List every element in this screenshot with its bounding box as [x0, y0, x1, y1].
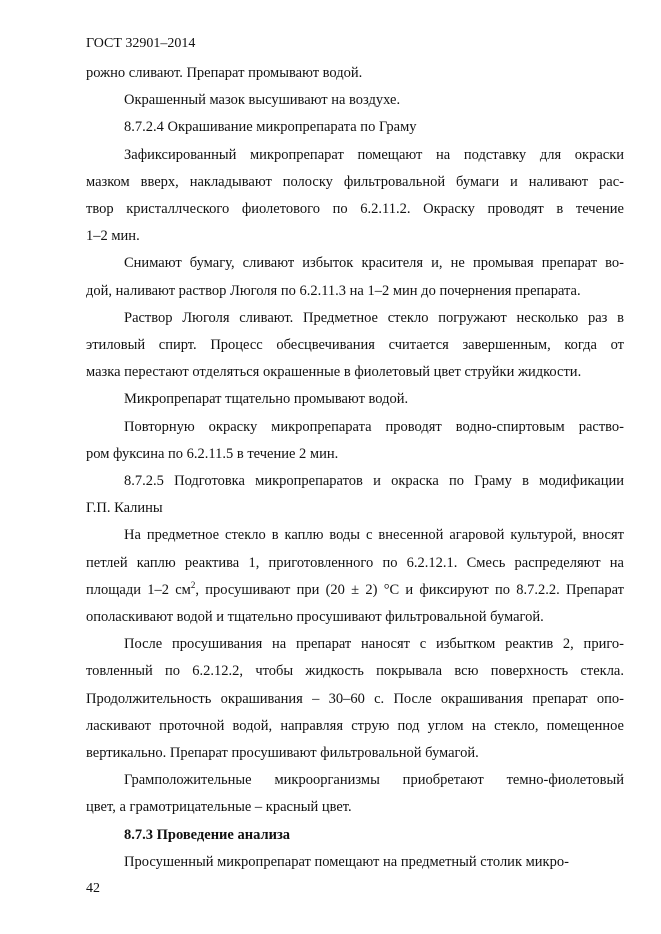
paragraph-line: твор кристаллческого фиолетового по 6.2.11.2. Окраску проводят в течение [86, 201, 624, 218]
paragraph-line: Просушенный микропрепарат помещают на предметный столик микро- [124, 853, 569, 870]
document-header: ГОСТ 32901–2014 [86, 36, 196, 51]
paragraph-line: На предметное стекло в каплю воды с внесенной агаровой культурой, вносят [124, 527, 624, 544]
paragraph-line: мазка перестают отделяться окрашенные в фиолетовый цвет струйки жидкости. [86, 364, 582, 381]
paragraph-line: Г.П. Калины [86, 500, 163, 517]
paragraph-line: ласкивают проточной водой, направляя струю под углом на стекло, помещенное [86, 717, 624, 734]
paragraph-line: товленный по 6.2.12.2, чтобы жидкость покрывала всю поверхность стекла. [86, 663, 624, 680]
paragraph-line: Грамположительные микроорганизмы приобретают темно-фиолетовый [124, 772, 624, 789]
paragraph-line [86, 577, 624, 604]
paragraph-line: 8.7.3 Проведение анализа [124, 826, 291, 843]
superscript: 2 [190, 580, 196, 591]
paragraph-line: Повторную окраску микропрепарата проводят водно-спиртовым раство- [124, 418, 624, 435]
paragraph-line: Зафиксированный микропрепарат помещают на подставку для окраски [124, 146, 624, 163]
paragraph-line: петлей каплю реактива 1, приготовленного по 6.2.12.1. Смесь распределяют на [86, 554, 624, 571]
paragraph-line: 8.7.2.5 Подготовка микропрепаратов и окраска по Граму в модификации [124, 473, 624, 490]
paragraph-line: Продолжительность окрашивания – 30–60 с. После окрашивания препарат опо- [86, 690, 624, 707]
paragraph-line: этиловый спирт. Процесс обесцвечивания считается завершенным, когда от [86, 337, 624, 354]
paragraph-line: Раствор Люголя сливают. Предметное стекло погружают несколько раз в [124, 309, 624, 326]
text-fragment: , просушивают при (20 ± 2) °С и фиксируют по 8.7.2.2. Препарат [195, 581, 624, 598]
paragraph-line: 8.7.2.4 Окрашивание микропрепарата по Граму [124, 119, 417, 136]
paragraph-line: цвет, а грамотрицательные – красный цвет. [86, 799, 352, 816]
paragraph-line: Снимают бумагу, сливают избыток красителя и, не промывая препарат во- [124, 255, 624, 272]
paragraph-line: рожно сливают. Препарат промывают водой. [86, 65, 363, 81]
paragraph-line: дой, наливают раствор Люголя по 6.2.11.3 на 1–2 мин до почернения препарата. [86, 282, 581, 299]
paragraph-line: мазком вверх, накладывают полоску фильтровальной бумаги и наливают рас- [86, 173, 624, 190]
paragraph-line: вертикально. Препарат просушивают фильтровальной бумагой. [86, 745, 479, 762]
paragraph-line: После просушивания на препарат наносят с избытком реактив 2, приго- [124, 636, 624, 653]
document-body [86, 60, 624, 876]
text-fragment: площади 1–2 см [86, 581, 191, 598]
paragraph-line: 1–2 мин. [86, 228, 140, 245]
paragraph-line: ополаскивают водой и тщательно просушивают фильтровальной бумагой. [86, 609, 544, 626]
page-number: 42 [86, 881, 100, 896]
paragraph-line: ром фуксина по 6.2.11.5 в течение 2 мин. [86, 445, 339, 462]
paragraph-line: Микропрепарат тщательно промывают водой. [124, 391, 409, 408]
paragraph-line: Окрашенный мазок высушивают на воздухе. [124, 92, 401, 109]
